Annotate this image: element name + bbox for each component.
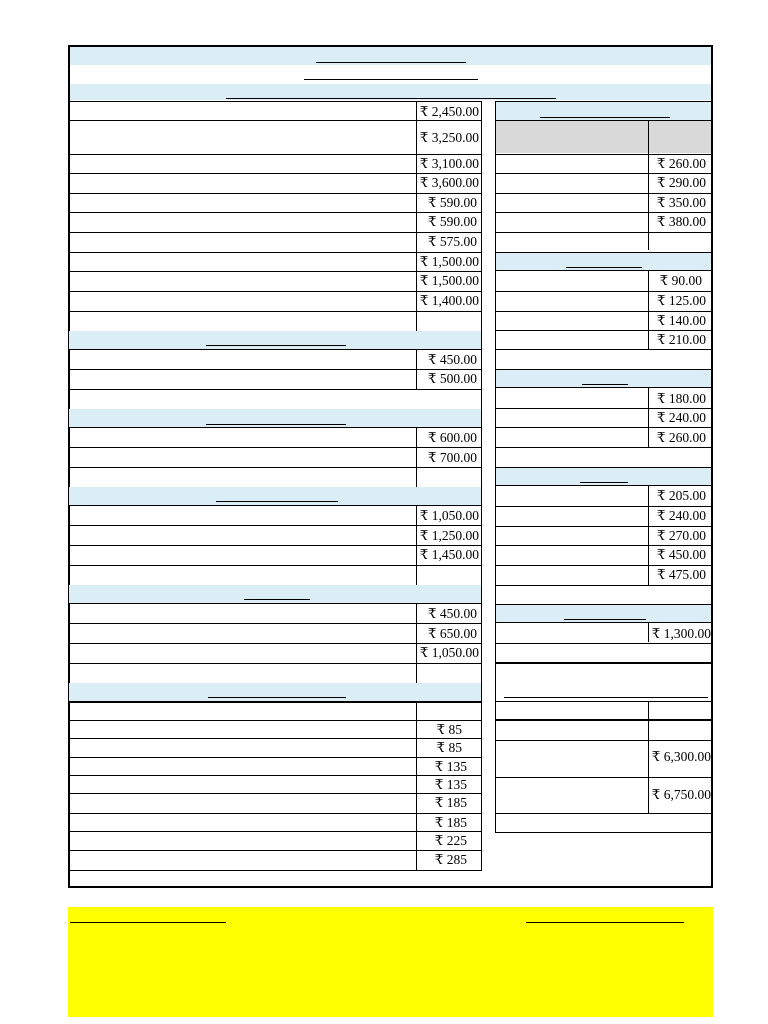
left-price-12: ₹ 500.00 — [427, 371, 477, 386]
right-price-5: ₹ 90.00 — [659, 273, 702, 288]
left-price-18: ₹ 450.00 — [427, 606, 477, 621]
right-section-underline-6 — [504, 697, 708, 698]
right-row-line-7 — [495, 232, 713, 233]
left-section-band-2 — [69, 331, 481, 349]
left-price-27: ₹ 225 — [434, 833, 467, 848]
left-price-6: ₹ 590.00 — [427, 214, 477, 229]
right-price-14: ₹ 270.00 — [656, 528, 706, 543]
left-row-line-29 — [68, 663, 482, 664]
right-price-10: ₹ 240.00 — [656, 410, 706, 425]
right-section-1-header-cell — [496, 121, 648, 153]
right-price-4: ₹ 380.00 — [656, 214, 706, 229]
left-price-21: ₹ 85 — [436, 722, 462, 737]
right-section-underline-3 — [582, 384, 628, 385]
left-section-underline-4 — [216, 501, 338, 502]
left-price-5: ₹ 590.00 — [427, 195, 477, 210]
right-price-7: ₹ 140.00 — [656, 313, 706, 328]
left-section-band-4 — [69, 487, 481, 505]
left-price-13: ₹ 600.00 — [427, 430, 477, 445]
left-price-3: ₹ 3,100.00 — [419, 156, 479, 171]
right-row-line-28 — [495, 643, 713, 644]
right-row-line-13 — [495, 349, 713, 350]
left-price-14: ₹ 700.00 — [427, 450, 477, 465]
left-row-line-39 — [68, 870, 482, 871]
left-price-28: ₹ 285 — [434, 852, 467, 867]
left-price-2: ₹ 3,250.00 — [419, 130, 479, 145]
title-underline — [316, 62, 466, 63]
left-row-line-15 — [68, 389, 482, 390]
right-row-line-1 — [495, 101, 713, 102]
right-price-13: ₹ 240.00 — [656, 508, 706, 523]
left-section-underline-6 — [208, 697, 346, 698]
right-price-2: ₹ 290.00 — [656, 175, 706, 190]
right-thick-line-2 — [495, 719, 713, 721]
notes-box — [68, 907, 713, 1017]
right-price-9: ₹ 180.00 — [656, 391, 706, 406]
subtitle-underline — [304, 79, 478, 80]
left-section-band-6 — [69, 683, 481, 701]
left-price-25: ₹ 185 — [434, 795, 467, 810]
left-price-10: ₹ 1,400.00 — [419, 293, 479, 308]
left-price-11: ₹ 450.00 — [427, 352, 477, 367]
right-price-8: ₹ 210.00 — [656, 332, 706, 347]
right-row-line-33 — [495, 832, 713, 833]
right-row-line-30 — [495, 740, 713, 741]
left-price-16: ₹ 1,250.00 — [419, 528, 479, 543]
header-underline — [226, 98, 556, 99]
right-row-line-2 — [495, 120, 713, 121]
right-section-underline-2 — [566, 267, 642, 268]
notes-right-underline — [526, 922, 684, 923]
right-price-16: ₹ 475.00 — [656, 567, 706, 582]
left-price-8: ₹ 1,500.00 — [419, 254, 479, 269]
right-thick-line-1 — [495, 662, 713, 664]
left-row-line-19 — [68, 467, 482, 468]
right-row-line-19 — [495, 467, 713, 468]
left-section-underline-3 — [206, 424, 346, 425]
right-row-line-8 — [495, 252, 713, 253]
right-section-underline-5 — [564, 619, 646, 620]
left-section-underline-2 — [206, 345, 346, 346]
left-row-line-24 — [68, 565, 482, 566]
left-price-17: ₹ 1,450.00 — [419, 547, 479, 562]
left-price-24: ₹ 135 — [434, 777, 467, 792]
right-price-1: ₹ 260.00 — [656, 156, 706, 171]
left-price-1: ₹ 2,450.00 — [419, 104, 479, 119]
right-row-line-26 — [495, 604, 713, 605]
left-price-19: ₹ 650.00 — [427, 626, 477, 641]
right-price-11: ₹ 260.00 — [656, 430, 706, 445]
right-row-line-29 — [495, 701, 713, 702]
left-price-9: ₹ 1,500.00 — [419, 273, 479, 288]
left-price-7: ₹ 575.00 — [427, 234, 477, 249]
right-row-line-31 — [495, 777, 713, 778]
notes-left-underline — [70, 922, 226, 923]
right-row-line-15 — [495, 387, 713, 388]
left-section-band-5 — [69, 585, 481, 603]
left-price-15: ₹ 1,050.00 — [419, 508, 479, 523]
left-section-underline-5 — [244, 599, 310, 600]
left-row-line-11 — [68, 311, 482, 312]
right-row-line-14 — [495, 369, 713, 370]
right-price-3: ₹ 350.00 — [656, 195, 706, 210]
right-row-line-27 — [495, 622, 713, 623]
left-price-26: ₹ 185 — [434, 815, 467, 830]
left-price-4: ₹ 3,600.00 — [419, 175, 479, 190]
right-row-line-32 — [495, 813, 713, 814]
right-row-line-25 — [495, 585, 713, 586]
right-price-18: ₹ 6,300.00 — [651, 749, 711, 764]
right-price-6: ₹ 125.00 — [656, 293, 706, 308]
right-section-underline-1 — [540, 117, 670, 118]
left-price-23: ₹ 135 — [434, 759, 467, 774]
right-section-underline-4 — [580, 482, 628, 483]
left-price-22: ₹ 85 — [436, 740, 462, 755]
right-row-line-18 — [495, 447, 713, 448]
right-price-12: ₹ 205.00 — [656, 488, 706, 503]
right-price-15: ₹ 450.00 — [656, 547, 706, 562]
right-section-1-header-cell-2 — [649, 121, 711, 153]
left-price-20: ₹ 1,050.00 — [419, 645, 479, 660]
right-price-19: ₹ 6,750.00 — [651, 787, 711, 802]
right-price-17: ₹ 1,300.00 — [651, 626, 711, 641]
left-section-6-thick-line — [68, 701, 482, 703]
